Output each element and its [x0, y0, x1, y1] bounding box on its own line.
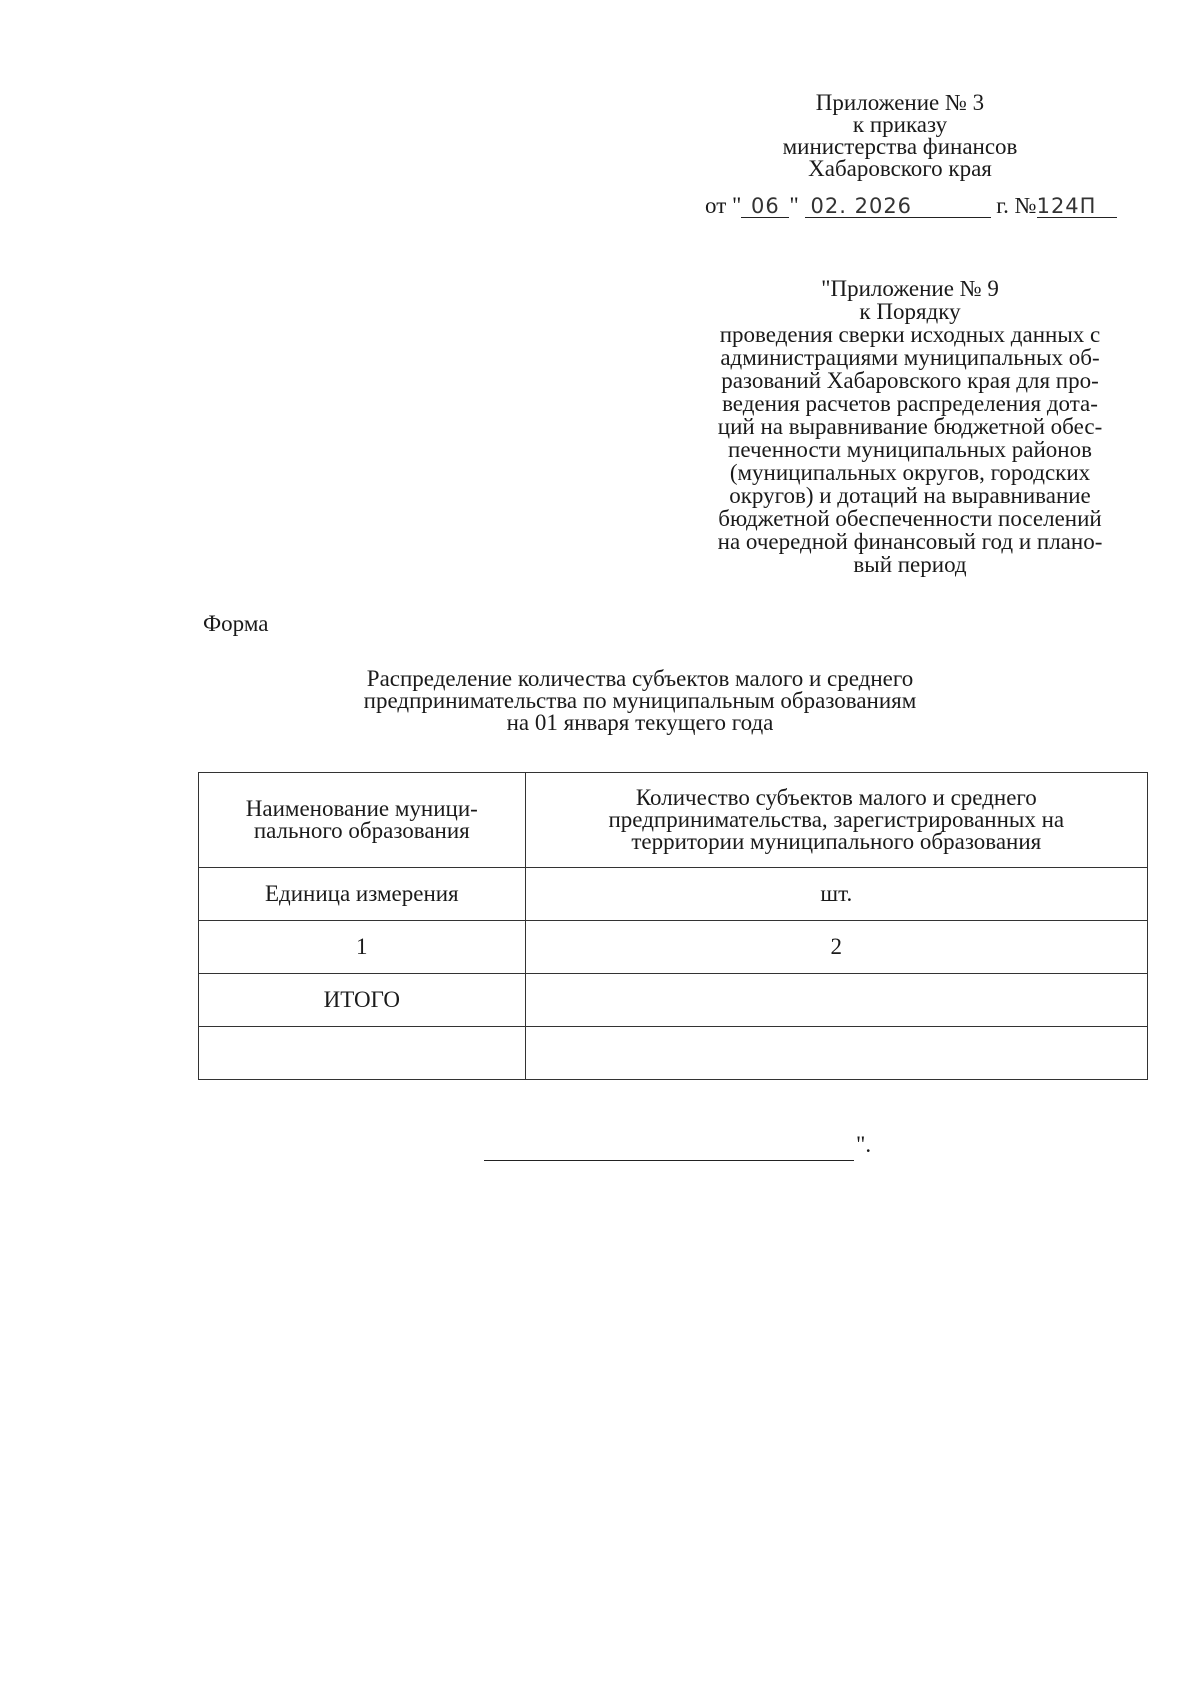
title-line: на 01 января текущего года [506, 710, 774, 735]
distribution-table [198, 772, 1148, 1080]
appendix-line: округов) и дотаций на выравнивание [729, 483, 1091, 508]
order-number-handwritten: 124П [1037, 195, 1117, 218]
appendix-3-header [700, 92, 1100, 180]
table-row-total [199, 974, 1148, 1027]
appendix-line: администрациями муниципальных об- [720, 345, 1100, 370]
order-prefix: от " [705, 193, 742, 218]
total-label-cell: ИТОГО [199, 974, 526, 1027]
table-row-column-numbers [199, 921, 1148, 974]
header-line-4: Хабаровского края [808, 156, 992, 181]
appendix-line: на очередной финансовый год и плано- [717, 529, 1103, 554]
appendix-line: разований Хабаровского края для про- [721, 368, 1099, 393]
header-cell-line: территории муниципального образования [631, 829, 1042, 854]
title-line: Распределение количества субъектов малого и среднего [366, 666, 914, 691]
appendix-9-header [660, 277, 1160, 576]
appendix-line: бюджетной обеспеченности поселений [718, 506, 1102, 531]
column-number-cell: 1 [199, 921, 526, 974]
order-quote: " [789, 193, 799, 218]
order-day-handwritten: 06 [741, 195, 789, 218]
total-value-cell [525, 974, 1147, 1027]
appendix-line: к Порядку [859, 299, 961, 324]
unit-value-cell: шт. [525, 868, 1147, 921]
order-month-year-handwritten: 02. 2026 [805, 195, 991, 218]
header-cell-municipality-name [199, 773, 526, 868]
form-label: Форма [203, 611, 269, 636]
blank-cell [199, 1027, 526, 1080]
unit-label-cell: Единица измерения [199, 868, 526, 921]
title-line: предпринимательства по муниципальным образованиям [363, 688, 917, 713]
appendix-line: (муниципальных округов, городских [729, 460, 1091, 485]
column-number-cell: 2 [525, 921, 1147, 974]
header-cell-line: Количество субъектов малого и среднего [635, 785, 1037, 810]
order-date-number-line [705, 193, 1145, 219]
table-row-blank [199, 1027, 1148, 1080]
closing-underline [484, 1140, 854, 1161]
header-cell-line: Наименование муници- [245, 796, 478, 821]
header-cell-line: пального образования [253, 818, 470, 843]
header-line-2: к приказу [852, 112, 948, 137]
order-year-number-label: г. № [996, 193, 1037, 218]
header-cell-line: предпринимательства, зарегистрированных на [608, 807, 1065, 832]
table-header-row [199, 773, 1148, 868]
header-line-1: Приложение № 3 [815, 90, 985, 115]
appendix-line: ций на выравнивание бюджетной обес- [717, 414, 1103, 439]
appendix-line: вый период [853, 552, 967, 577]
closing-quote-mark: ". [856, 1132, 872, 1157]
document-title [260, 668, 1020, 734]
appendix-line: проведения сверки исходных данных с [719, 322, 1101, 347]
appendix-line: ведения расчетов распределения дота- [722, 391, 1098, 416]
table-row-unit [199, 868, 1148, 921]
appendix-line: "Приложение № 9 [821, 276, 999, 301]
header-line-3: министерства финансов [782, 134, 1018, 159]
blank-cell [525, 1027, 1147, 1080]
appendix-line: печенности муниципальных районов [728, 437, 1092, 462]
header-cell-enterprise-count [525, 773, 1147, 868]
